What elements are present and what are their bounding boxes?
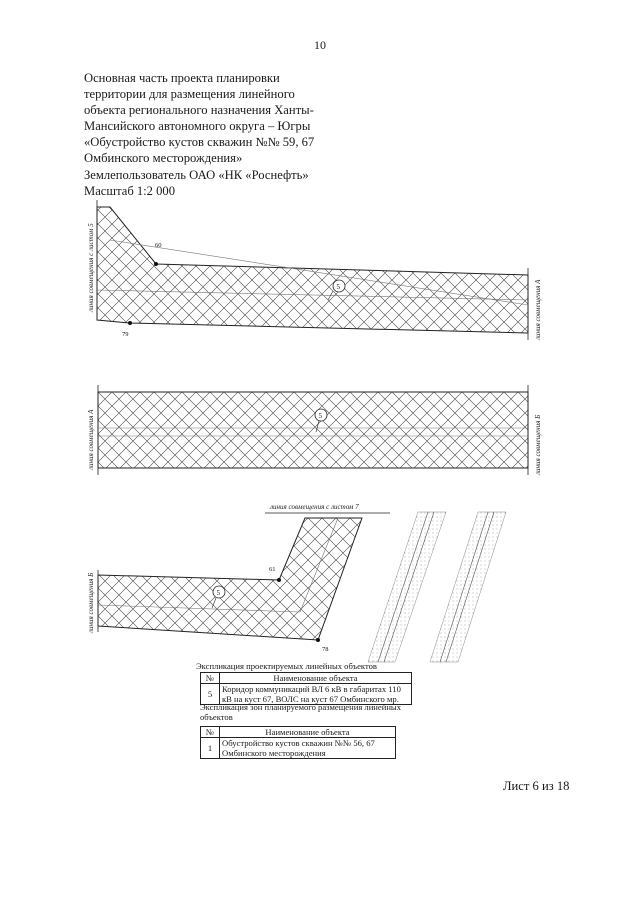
match-line-label-sheet5: линия совмещения с листом 5: [87, 223, 95, 312]
match-line-label-b-right: линия совмещения Б: [534, 414, 542, 475]
column-header-name: Наименование объекта: [220, 727, 396, 738]
corridor-segment-1: [97, 200, 528, 340]
match-line-label-a-right: линия совмещения А: [534, 279, 542, 340]
table-header-row: [201, 673, 412, 684]
row-number: 5: [201, 684, 220, 705]
title-line: Масштаб 1:2 000: [84, 183, 176, 198]
match-line-label-b-left: линия совмещения Б: [87, 572, 95, 633]
corridor-segment-3: [98, 513, 390, 642]
explication-zones-title: [200, 702, 401, 722]
column-header-num: №: [201, 727, 220, 738]
object-marker-3: 5: [216, 589, 220, 597]
match-line-label-sheet7: линия совмещения с листом 7: [270, 503, 359, 511]
explication-zones-table: [200, 726, 396, 759]
title-line: Основная часть проекта планировки: [84, 71, 280, 85]
object-marker-1: 5: [336, 283, 340, 291]
row-name-line: кВ на куст 67, ВОЛС на куст 67 Омбинского мр.: [222, 694, 399, 704]
title-line: объекта регионального назначения Ханты-: [84, 103, 314, 118]
corridor-segment-2: [98, 385, 528, 475]
explication-zones-title-line: объектов: [200, 712, 233, 722]
title-line: «Обустройство кустов скважин №№ 59, 67: [84, 135, 315, 150]
point-label-60: 60: [155, 242, 162, 249]
explication-zones-title-line: Экспликация зон планируемого размещения линейных: [200, 702, 401, 712]
title-line: Омбинского месторождения»: [84, 151, 243, 166]
row-name: [220, 738, 396, 759]
point-label-61: 61: [269, 566, 276, 573]
sheet-number: Лист 6 из 18: [503, 779, 570, 793]
adjacent-corridor-right: [430, 512, 506, 662]
point-label-79: 79: [122, 331, 129, 338]
table-header-row: [201, 727, 396, 738]
row-name-line: Омбинского месторождения: [222, 748, 326, 758]
row-name-line: Обустройство кустов скважин №№ 56, 67: [222, 738, 375, 748]
match-line-label-a-left: линия совмещения А: [87, 409, 95, 470]
title-line: территории для размещения линейного: [84, 87, 295, 102]
title-line: Землепользователь ОАО «НК «Роснефть»: [84, 167, 309, 182]
title-line: Мансийского автономного округа – Югры: [84, 119, 311, 134]
object-marker-2: 5: [318, 412, 322, 420]
column-header-num: №: [201, 673, 220, 684]
page-number: 10: [314, 38, 326, 52]
adjacent-corridor-left: [368, 512, 446, 662]
table-row: [201, 738, 396, 759]
explication-objects-table: [200, 672, 412, 705]
column-header-name: Наименование объекта: [220, 673, 412, 684]
point-label-78: 78: [322, 646, 329, 653]
explication-objects-title: Экспликация проектируемых линейных объектов: [196, 661, 377, 671]
row-name-line: Коридор коммуникаций ВЛ 6 кВ в габаритах 110: [222, 684, 401, 694]
row-number: 1: [201, 738, 220, 759]
